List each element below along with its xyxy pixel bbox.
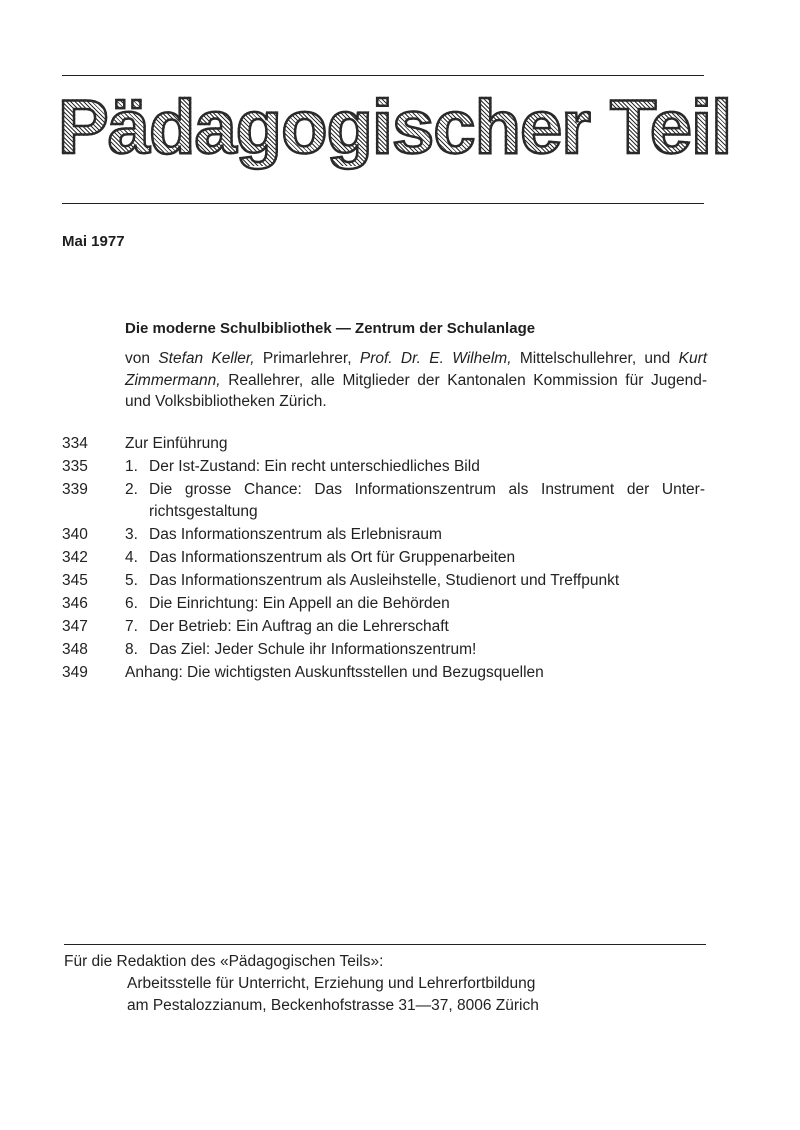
toc-section-number: 4. — [125, 548, 138, 566]
toc-entry — [62, 662, 722, 684]
byline-role-1: Primarlehrer, — [262, 350, 352, 367]
toc-section-number: 1. — [125, 458, 138, 476]
toc-page-number: 346 — [62, 595, 88, 613]
toc-entry-text: Die Einrichtung: Ein Appell an die Behörden — [149, 595, 450, 613]
address-line-1: Arbeitsstelle für Unterricht, Erziehung und Lehrerfortbildung — [127, 975, 536, 992]
toc-entry — [62, 479, 722, 522]
toc-entry-text: Das Informationszentrum als Ort für Gruppenarbeiten — [149, 548, 516, 566]
toc-section-number: 2. — [125, 481, 138, 499]
footer-rule — [64, 944, 706, 945]
toc-entry — [62, 593, 722, 615]
toc-entry-text: Die grosse Chance: Das Informationszentrum als Instrument der Unterrichtsgestaltung — [149, 481, 705, 520]
toc-entry-text: Anhang: Die wichtigsten Auskunftsstellen und Bezugsquellen — [125, 664, 544, 682]
toc-entry-text: Zur Einführung — [125, 435, 228, 452]
editorial-address — [127, 973, 539, 1016]
byline-author-1: Stefan Keller, — [158, 350, 255, 367]
toc-page-number: 348 — [62, 641, 88, 659]
masthead-title: Pädagogischer Teil — [58, 85, 732, 170]
toc-page-number: 340 — [62, 525, 88, 543]
toc-section-number: 5. — [125, 571, 138, 589]
toc-entry — [62, 547, 722, 569]
toc-entry-text: Der Ist-Zustand: Ein recht unterschiedliches Bild — [149, 458, 480, 476]
top-rule — [62, 75, 704, 76]
byline-author-3: Kurt Zimmermann, — [125, 350, 708, 389]
toc-entry — [62, 433, 722, 455]
toc-page-number: 334 — [62, 435, 88, 452]
toc-page-number: 345 — [62, 571, 88, 589]
toc-entry-text: Das Informationszentrum als Ausleihstelle, Studienort und Treffpunkt — [149, 571, 620, 589]
toc-page-number: 335 — [62, 458, 88, 476]
byline-rest: Reallehrer, alle Mitglieder der Kantonalen Kommission für Jugend- und Volksbibliotheken Zürich. — [125, 371, 707, 410]
toc-section-number: 7. — [125, 618, 138, 636]
byline-role-2: Mittelschullehrer, und — [519, 350, 671, 367]
toc-section-number: 8. — [125, 641, 138, 659]
byline-prefix: von — [125, 350, 150, 367]
article-title: Die moderne Schulbibliothek — Zentrum der Schulanlage — [125, 320, 536, 337]
toc-page-number: 339 — [62, 481, 88, 499]
toc-page-number: 347 — [62, 618, 88, 636]
toc-page-number: 342 — [62, 548, 88, 566]
toc-entry-text: Das Ziel: Jeder Schule ihr Informationszentrum! — [149, 641, 477, 659]
article-byline — [125, 348, 707, 413]
toc-entry — [62, 639, 722, 661]
table-of-contents — [62, 433, 722, 685]
toc-entry — [62, 524, 722, 546]
toc-entry — [62, 616, 722, 638]
byline-author-2: Prof. Dr. E. Wilhelm, — [359, 350, 512, 367]
address-line-2: am Pestalozzianum, Beckenhofstrasse 31—37, 8006 Zürich — [127, 996, 539, 1014]
toc-page-number: 349 — [62, 664, 88, 682]
toc-entry — [62, 570, 722, 592]
toc-entry-text: Der Betrieb: Ein Auftrag an die Lehrerschaft — [149, 618, 449, 636]
toc-entry-text: Das Informationszentrum als Erlebnisraum — [149, 525, 442, 543]
toc-section-number: 3. — [125, 525, 138, 543]
issue-date: Mai 1977 — [62, 233, 125, 250]
editorial-label: Für die Redaktion des «Pädagogischen Teils»: — [64, 953, 384, 970]
toc-entry — [62, 456, 722, 478]
masthead-bottom-rule — [62, 203, 704, 204]
toc-section-number: 6. — [125, 595, 138, 613]
